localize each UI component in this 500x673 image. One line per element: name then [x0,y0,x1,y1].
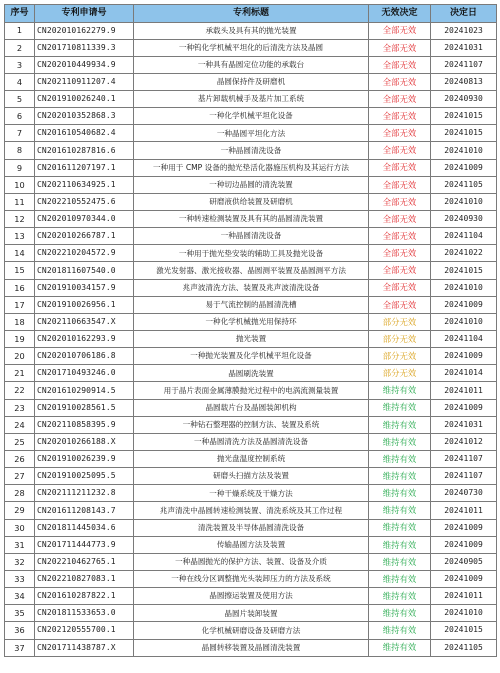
table-row [5,416,497,433]
row-index-cell: 34 [5,588,35,605]
row-patent-no-cell: CN201610540682.4 [35,125,134,142]
row-patent-no-cell: CN201910026239.9 [35,451,134,468]
row-index-cell: 16 [5,279,35,296]
table-row [5,39,497,56]
row-index-cell: 37 [5,639,35,656]
row-status-cell: 维持有效 [369,622,431,639]
row-patent-no-cell: CN201811445034.6 [35,519,134,536]
row-index-cell: 3 [5,56,35,73]
row-status-cell: 维持有效 [369,553,431,570]
table-row [5,468,497,485]
row-status-cell: 维持有效 [369,588,431,605]
table-row [5,433,497,450]
row-patent-no-cell: CN202110858395.9 [35,416,134,433]
table-row [5,91,497,108]
row-title-cell: 激光发射器、激光接收器、晶圆测平装置及晶圆测平方法 [134,262,369,279]
row-title-cell: 一种用于抛光垫安装的辅助工具及抛光设备 [134,245,369,262]
row-status-cell: 维持有效 [369,416,431,433]
row-patent-no-cell: CN202110911207.4 [35,73,134,90]
row-patent-no-cell: CN202010162279.9 [35,22,134,39]
row-date-cell: 20241011 [431,502,497,519]
row-status-cell: 维持有效 [369,399,431,416]
row-title-cell: 一种具有晶圆定位功能的承载台 [134,56,369,73]
row-title-cell: 基片卸载机械手及基片加工系统 [134,91,369,108]
row-date-cell: 20241031 [431,416,497,433]
row-date-cell: 20240905 [431,553,497,570]
row-title-cell: 晶圆擦运装置及使用方法 [134,588,369,605]
row-title-cell: 一种在线分区调整抛光头装卸压力的方法及系统 [134,571,369,588]
table-row [5,622,497,639]
row-title-cell: 承载头及具有其的抛光装置 [134,22,369,39]
row-patent-no-cell: CN201910026240.1 [35,91,134,108]
row-title-cell: 一种抛光装置及化学机械平坦化设备 [134,348,369,365]
row-patent-no-cell: CN201910026956.1 [35,296,134,313]
row-title-cell: 一种用于 CMP 设备的抛光垫活化器施压机构及其运行方法 [134,159,369,176]
row-index-cell: 8 [5,142,35,159]
row-index-cell: 28 [5,485,35,502]
row-patent-no-cell: CN202010162293.9 [35,331,134,348]
row-date-cell: 20241010 [431,279,497,296]
row-index-cell: 17 [5,296,35,313]
row-patent-no-cell: CN202210552475.6 [35,193,134,210]
row-index-cell: 24 [5,416,35,433]
row-title-cell: 用于晶片表面金属薄膜抛光过程中的电涡流测量装置 [134,382,369,399]
row-index-cell: 22 [5,382,35,399]
row-index-cell: 27 [5,468,35,485]
row-patent-no-cell: CN202210827083.1 [35,571,134,588]
row-status-cell: 部分无效 [369,348,431,365]
patent-decisions-table-container [4,4,496,657]
row-patent-no-cell: CN201710811339.3 [35,39,134,56]
table-row [5,279,497,296]
row-status-cell: 全部无效 [369,73,431,90]
row-date-cell: 20241105 [431,176,497,193]
row-status-cell: 全部无效 [369,159,431,176]
row-index-cell: 19 [5,331,35,348]
row-status-cell: 维持有效 [369,485,431,502]
row-date-cell: 20241009 [431,159,497,176]
table-row [5,331,497,348]
header-index: 序号 [5,5,35,23]
row-title-cell: 一种晶圆清洗方法及晶圆清洗设备 [134,433,369,450]
row-status-cell: 部分无效 [369,313,431,330]
table-row [5,588,497,605]
header-status: 无效决定 [369,5,431,23]
row-index-cell: 32 [5,553,35,570]
row-index-cell: 21 [5,365,35,382]
row-date-cell: 20241015 [431,125,497,142]
row-title-cell: 传输晶圆方法及装置 [134,536,369,553]
row-title-cell: 晶圆刷洗装置 [134,365,369,382]
row-patent-no-cell: CN202110634925.1 [35,176,134,193]
row-status-cell: 全部无效 [369,228,431,245]
row-date-cell: 20241010 [431,193,497,210]
header-row [5,5,497,23]
table-row [5,382,497,399]
row-index-cell: 20 [5,348,35,365]
table-body [5,22,497,656]
row-index-cell: 35 [5,605,35,622]
row-patent-no-cell: CN201610287822.1 [35,588,134,605]
row-title-cell: 一种切边晶圆的清洗装置 [134,176,369,193]
table-row [5,176,497,193]
row-index-cell: 14 [5,245,35,262]
table-row [5,313,497,330]
row-patent-no-cell: CN202010706186.8 [35,348,134,365]
row-date-cell: 20241105 [431,639,497,656]
row-status-cell: 全部无效 [369,125,431,142]
row-title-cell: 一种干燥系统及干燥方法 [134,485,369,502]
table-row [5,485,497,502]
row-index-cell: 26 [5,451,35,468]
row-status-cell: 全部无效 [369,279,431,296]
header-date: 决定日 [431,5,497,23]
row-index-cell: 9 [5,159,35,176]
row-date-cell: 20241009 [431,519,497,536]
row-date-cell: 20240730 [431,485,497,502]
row-status-cell: 全部无效 [369,142,431,159]
row-date-cell: 20241015 [431,262,497,279]
row-date-cell: 20241014 [431,365,497,382]
table-row [5,108,497,125]
row-title-cell: 抛光盘温度控制系统 [134,451,369,468]
row-date-cell: 20241012 [431,433,497,450]
row-patent-no-cell: CN202111211232.8 [35,485,134,502]
row-status-cell: 全部无效 [369,39,431,56]
table-row [5,211,497,228]
row-patent-no-cell: CN202010266188.X [35,433,134,450]
row-status-cell: 全部无效 [369,56,431,73]
row-index-cell: 7 [5,125,35,142]
row-status-cell: 全部无效 [369,193,431,210]
row-status-cell: 维持有效 [369,639,431,656]
row-index-cell: 2 [5,39,35,56]
row-index-cell: 29 [5,502,35,519]
row-title-cell: 兆声清洗中晶圆转速检测装置、清洗系统及其工作过程 [134,502,369,519]
table-row [5,451,497,468]
row-patent-no-cell: CN201811607540.0 [35,262,134,279]
row-title-cell: 抛光装置 [134,331,369,348]
row-status-cell: 维持有效 [369,519,431,536]
row-index-cell: 12 [5,211,35,228]
row-index-cell: 23 [5,399,35,416]
row-title-cell: 易于气流控制的晶圆清洗槽 [134,296,369,313]
table-row [5,56,497,73]
table-row [5,142,497,159]
row-patent-no-cell: CN201910028561.5 [35,399,134,416]
row-title-cell: 一种晶圆平坦化方法 [134,125,369,142]
row-index-cell: 6 [5,108,35,125]
row-index-cell: 4 [5,73,35,90]
table-row [5,296,497,313]
row-title-cell: 研磨头扫描方法及装置 [134,468,369,485]
row-status-cell: 全部无效 [369,245,431,262]
header-patent-no: 专利申请号 [35,5,134,23]
row-date-cell: 20241107 [431,468,497,485]
row-patent-no-cell: CN202210204572.9 [35,245,134,262]
row-title-cell: 晶圆保持件及研磨机 [134,73,369,90]
row-date-cell: 20241011 [431,382,497,399]
row-date-cell: 20241011 [431,588,497,605]
row-date-cell: 20241104 [431,331,497,348]
row-date-cell: 20240930 [431,91,497,108]
row-title-cell: 研磨液供给装置及研磨机 [134,193,369,210]
row-index-cell: 31 [5,536,35,553]
row-status-cell: 全部无效 [369,176,431,193]
row-patent-no-cell: CN201811533653.0 [35,605,134,622]
row-title-cell: 清洗装置及半导体晶圆清洗设备 [134,519,369,536]
table-row [5,365,497,382]
table-row [5,228,497,245]
table-row [5,571,497,588]
row-index-cell: 33 [5,571,35,588]
table-row [5,159,497,176]
table-row [5,639,497,656]
table-header [5,5,497,23]
row-title-cell: 晶圆载片台及晶圆装卸机构 [134,399,369,416]
row-title-cell: 一种晶圆清洗设备 [134,228,369,245]
row-index-cell: 5 [5,91,35,108]
row-title-cell: 化学机械研磨设备及研磨方法 [134,622,369,639]
table-row [5,22,497,39]
row-status-cell: 部分无效 [369,365,431,382]
row-patent-no-cell: CN201611207197.1 [35,159,134,176]
row-status-cell: 维持有效 [369,536,431,553]
row-date-cell: 20241009 [431,571,497,588]
row-patent-no-cell: CN201910025095.5 [35,468,134,485]
row-title-cell: 一种化学机械平坦化设备 [134,108,369,125]
row-status-cell: 维持有效 [369,433,431,450]
row-index-cell: 13 [5,228,35,245]
row-patent-no-cell: CN202210462765.1 [35,553,134,570]
row-patent-no-cell: CN201610290914.5 [35,382,134,399]
row-date-cell: 20241023 [431,22,497,39]
row-title-cell: 一种化学机械抛光用保持环 [134,313,369,330]
row-index-cell: 1 [5,22,35,39]
table-row [5,262,497,279]
row-patent-no-cell: CN201611208143.7 [35,502,134,519]
row-date-cell: 20241009 [431,296,497,313]
table-row [5,73,497,90]
row-index-cell: 30 [5,519,35,536]
table-row [5,245,497,262]
row-title-cell: 一种钻石整理器的控制方法、装置及系统 [134,416,369,433]
row-index-cell: 25 [5,433,35,450]
row-title-cell: 一种晶圆清洗设备 [134,142,369,159]
row-index-cell: 11 [5,193,35,210]
row-date-cell: 20241107 [431,451,497,468]
row-patent-no-cell: CN202110663547.X [35,313,134,330]
row-status-cell: 全部无效 [369,262,431,279]
row-title-cell: 晶圆转移装置及晶圆清洗装置 [134,639,369,656]
row-patent-no-cell: CN201711444773.9 [35,536,134,553]
row-date-cell: 20241031 [431,39,497,56]
row-status-cell: 维持有效 [369,502,431,519]
row-title-cell: 一种晶圆抛光的保护方法、装置、设备及介质 [134,553,369,570]
table-row [5,605,497,622]
row-date-cell: 20241010 [431,605,497,622]
row-patent-no-cell: CN201910034157.9 [35,279,134,296]
table-row [5,536,497,553]
row-patent-no-cell: CN202010352868.3 [35,108,134,125]
table-row [5,399,497,416]
row-date-cell: 20241104 [431,228,497,245]
row-index-cell: 36 [5,622,35,639]
row-patent-no-cell: CN201610287816.6 [35,142,134,159]
row-title-cell: 一种转速检测装置及具有其的晶圆清洗装置 [134,211,369,228]
row-patent-no-cell: CN201710493246.0 [35,365,134,382]
header-title: 专利标题 [134,5,369,23]
row-status-cell: 维持有效 [369,605,431,622]
row-patent-no-cell: CN201711438787.X [35,639,134,656]
table-row [5,553,497,570]
row-status-cell: 全部无效 [369,211,431,228]
row-status-cell: 部分无效 [369,331,431,348]
row-date-cell: 20240813 [431,73,497,90]
patent-decisions-table [4,4,497,657]
row-date-cell: 20241009 [431,348,497,365]
row-date-cell: 20241015 [431,622,497,639]
table-row [5,125,497,142]
row-patent-no-cell: CN202120555700.1 [35,622,134,639]
row-index-cell: 15 [5,262,35,279]
row-status-cell: 维持有效 [369,571,431,588]
row-status-cell: 全部无效 [369,91,431,108]
row-status-cell: 全部无效 [369,22,431,39]
row-status-cell: 维持有效 [369,451,431,468]
row-index-cell: 10 [5,176,35,193]
row-patent-no-cell: CN202010970344.0 [35,211,134,228]
table-row [5,348,497,365]
table-row [5,519,497,536]
row-date-cell: 20241009 [431,399,497,416]
row-patent-no-cell: CN202010449934.9 [35,56,134,73]
row-status-cell: 全部无效 [369,296,431,313]
row-patent-no-cell: CN202010266787.1 [35,228,134,245]
row-date-cell: 20241015 [431,108,497,125]
row-date-cell: 20240930 [431,211,497,228]
row-status-cell: 全部无效 [369,108,431,125]
row-date-cell: 20241010 [431,142,497,159]
row-status-cell: 维持有效 [369,468,431,485]
row-title-cell: 晶圆片装卸装置 [134,605,369,622]
row-title-cell: 兆声波清洗方法、装置及兆声波清洗设备 [134,279,369,296]
table-row [5,193,497,210]
row-title-cell: 一种钨化学机械平坦化的后清洗方法及晶圆 [134,39,369,56]
row-date-cell: 20241010 [431,313,497,330]
row-date-cell: 20241022 [431,245,497,262]
row-status-cell: 维持有效 [369,382,431,399]
row-date-cell: 20241009 [431,536,497,553]
row-index-cell: 18 [5,313,35,330]
table-row [5,502,497,519]
row-date-cell: 20241107 [431,56,497,73]
